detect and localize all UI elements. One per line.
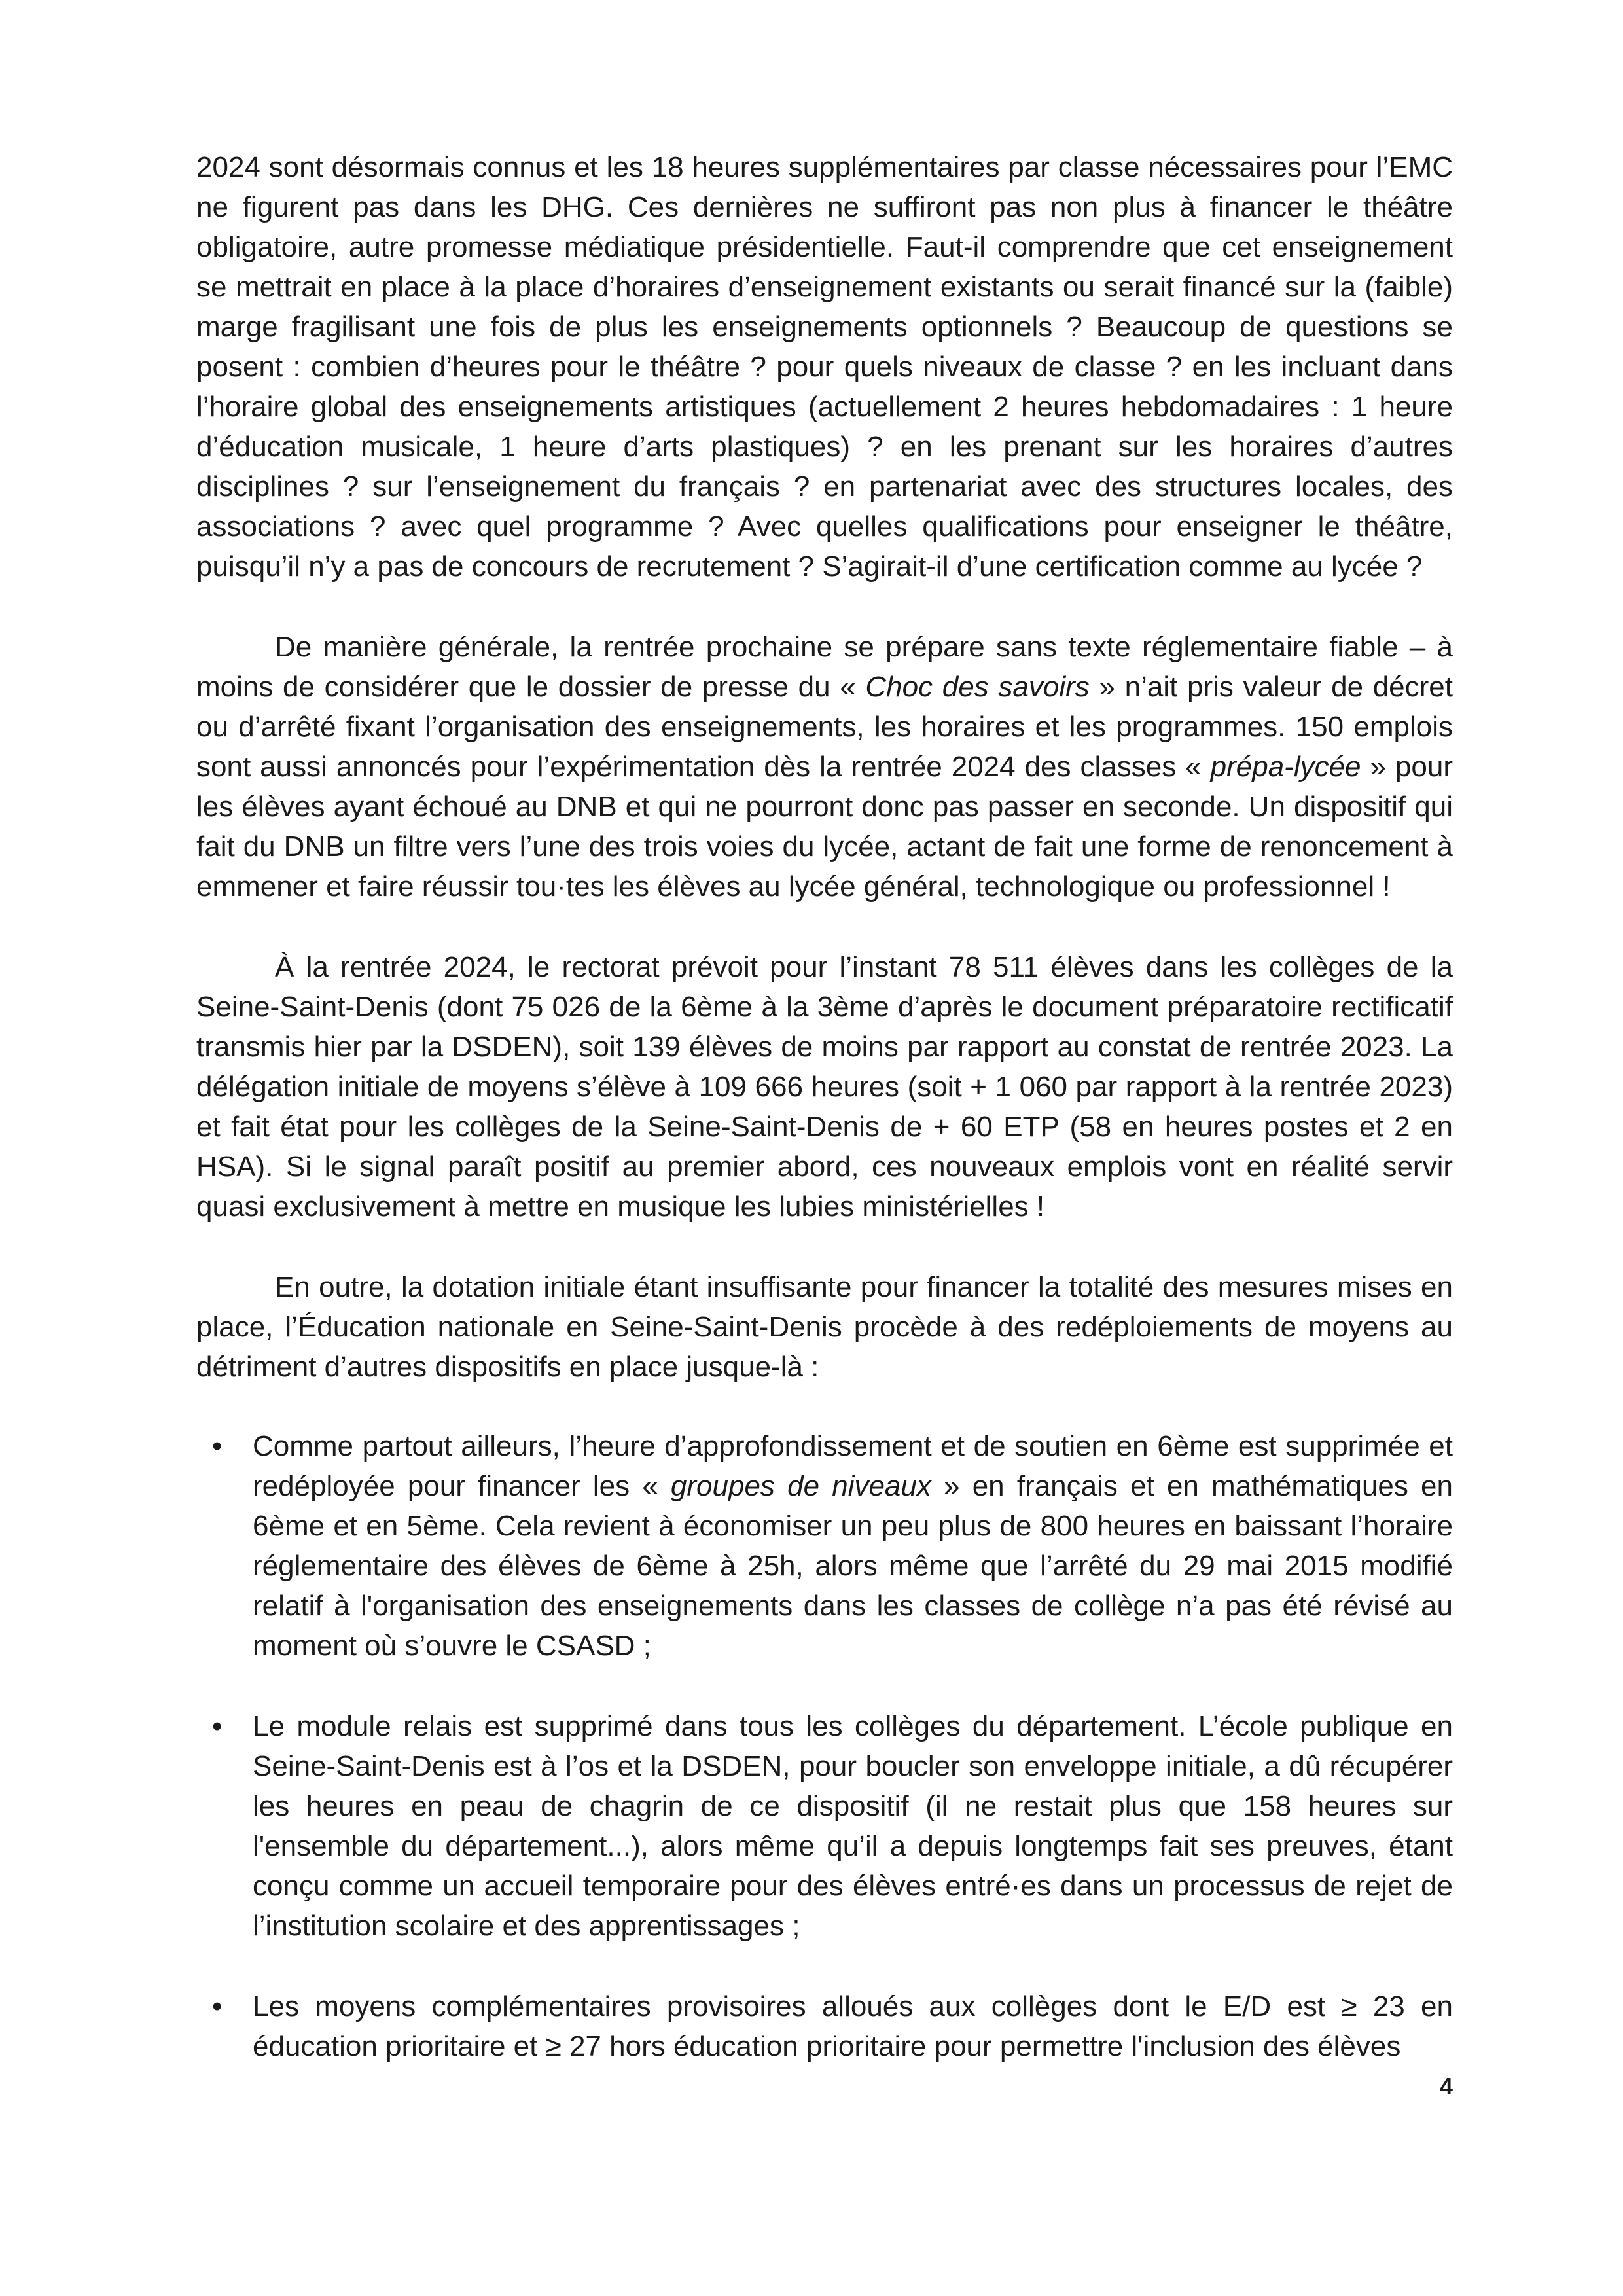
bullet-icon: • xyxy=(212,1710,223,1742)
page-body xyxy=(196,147,1453,2107)
list-item-text: Les moyens complémentaires provisoires alloués aux collèges dont le E/D est ≥ 23 en éducation prioritaire et ≥ 27 hors éducation prioritaire pour permettre l'inclusion des élèves xyxy=(253,1990,1453,2062)
paragraph-rentree-reglementaire xyxy=(196,627,1453,906)
paragraph-effectifs-moyens xyxy=(196,947,1453,1227)
emphasis-groupes-de-niveaux: groupes de niveaux xyxy=(670,1470,931,1502)
paragraph-text: À la rentrée 2024, le rectorat prévoit pour l’instant 78 511 élèves dans les collèges de la Seine-Saint-Denis (dont 75 026 de la 6ème à la 3ème d’après le document préparatoire rectificatif transmis hier par la DSDEN), soit 139 élèves de moins par rapport au constat de rentrée 2023. La délégation initiale de moyens s’élève à 109 666 heures (soit + 1 060 par rapport à la rentrée 2023) et fait état pour les collèges de la Seine-Saint-Denis de + 60 ETP (58 en heures postes et 2 en HSA). Si le signal paraît positif au premier abord, ces nouveaux emplois vont en réalité servir quasi exclusivement à mettre en musique les lubies ministérielles ! xyxy=(196,951,1453,1223)
bullet-icon: • xyxy=(212,1430,223,1462)
paragraph-text: 2024 sont désormais connus et les 18 heures supplémentaires par classe nécessaires pour l’EMC ne figurent pas dans les DHG. Ces dernières ne suffiront pas non plus à financer le théâtre obligatoire, autre promesse médiatique présidentielle. Faut-il comprendre que cet enseignement se mettrait en place à la place d’horaires d’enseignement existants ou serait financé sur la (faible) marge fragilisant une fois de plus les enseignements optionnels ? Beaucoup de questions se posent : combien d’heures pour le théâtre ? pour quels niveaux de classe ? en les incluant dans l’horaire global des enseignements artistiques (actuellement 2 heures hebdomadaires : 1 heure d’éducation musicale, 1 heure d’arts plastiques) ? en les prenant sur les horaires d’autres disciplines ? sur l’enseignement du français ? en partenariat avec des structures locales, des associations ? avec quel programme ? Avec quelles qualifications pour enseigner le théâtre, puisqu’il n’y a pas de concours de recrutement ? S’agirait-il d’une certification comme au lycée ? xyxy=(196,151,1453,583)
list-item xyxy=(196,1706,1453,1946)
list-item xyxy=(196,1426,1453,1666)
page-number: 4 xyxy=(1439,2073,1453,2100)
paragraph-text: » n’ait pris valeur de décret ou d’arrêté fixant l’organisation des enseignements, les horaires et les programmes. 150 emplois sont aussi annoncés pour l’expérimentation dès la rentrée 2024 des classes « xyxy=(196,671,1453,783)
list-item-text: Le module relais est supprimé dans tous les collèges du département. L’école publique en Seine-Saint-Denis est à l’os et la DSDEN, pour boucler son enveloppe initiale, a dû récupérer les heures en peau de chagrin de ce dispositif (il ne restait plus que 158 heures sur l'ensemble du département...), alors même qu’il a depuis longtemps fait ses preuves, étant conçu comme un accueil temporaire pour des élèves entré·es dans un processus de rejet de l’institution scolaire et des apprentissages ; xyxy=(253,1710,1453,1942)
paragraph-text: » pour les élèves ayant échoué au DNB et qui ne pourront donc pas passer en seconde. Un dispositif qui fait du DNB un filtre vers l’une des trois voies du lycée, actant de fait une forme de renoncement à emmener et faire réussir tou·tes les élèves au lycée général, technologique ou professionnel ! xyxy=(196,751,1454,903)
list-item-text: » en français et en mathématiques en 6ème et en 5ème. Cela revient à économiser un peu plus de 800 heures en baissant l’horaire réglementaire des élèves de 6ème à 25h, alors même que l’arrêté du 29 mai 2015 modifié relatif à l'organisation des enseignements dans les classes de collège n’a pas été révisé au moment où s’ouvre le CSASD ; xyxy=(253,1470,1453,1662)
list-item-text: Comme partout ailleurs, l’heure d’approfondissement et de soutien en 6ème est supprimée et redéployée pour financer les « xyxy=(253,1430,1453,1502)
paragraph-text: De manière générale, la rentrée prochaine se prépare sans texte réglementaire fiable – à moins de considérer que le dossier de presse du « xyxy=(196,631,1453,703)
bullet-icon: • xyxy=(212,1990,223,2022)
paragraph-redeploiements xyxy=(196,1267,1453,1387)
paragraph-emc-theatre xyxy=(196,147,1453,586)
bullet-list xyxy=(196,1426,1453,2066)
emphasis-choc-des-savoirs: Choc des savoirs xyxy=(865,671,1090,703)
list-item xyxy=(196,1986,1453,2066)
paragraph-text: En outre, la dotation initiale étant insuffisante pour financer la totalité des mesures mises en place, l’Éducation nationale en Seine-Saint-Denis procède à des redéploiements de moyens au détriment d’autres dispositifs en place jusque-là : xyxy=(196,1271,1453,1383)
emphasis-prepa-lycee: prépa-lycée xyxy=(1210,751,1361,783)
